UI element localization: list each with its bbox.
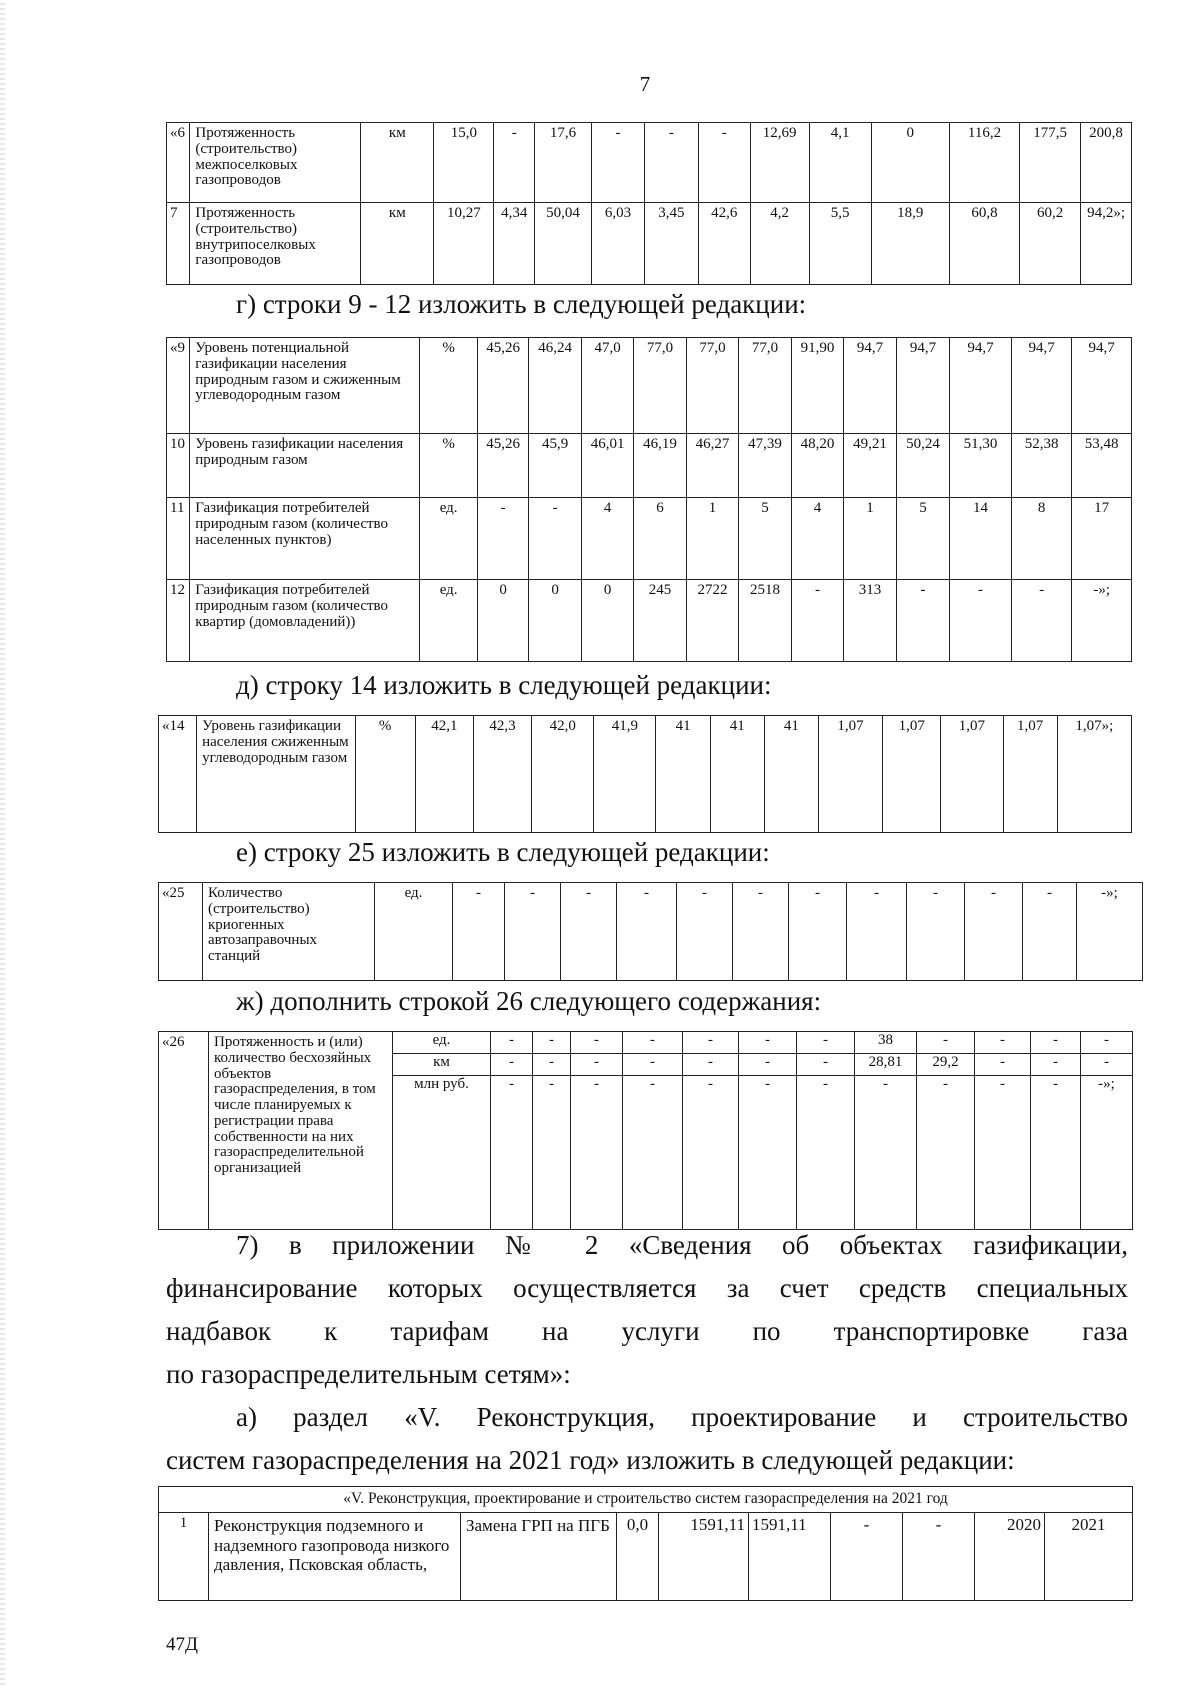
value-cell: 46,01 bbox=[581, 434, 633, 498]
value-cell: - bbox=[1031, 1032, 1081, 1054]
row-number: «9 bbox=[167, 338, 190, 434]
row-number: «26 bbox=[159, 1032, 209, 1230]
value-cell: 47,0 bbox=[581, 338, 633, 434]
value-cell: 50,04 bbox=[535, 203, 592, 285]
value-cell: - bbox=[831, 1513, 903, 1601]
table-row bbox=[167, 580, 1132, 662]
value-cell: 45,26 bbox=[477, 434, 528, 498]
value-cell: 1,07 bbox=[1003, 716, 1057, 833]
unit-cell: ед. bbox=[420, 498, 478, 580]
value-cell: 177,5 bbox=[1020, 123, 1081, 203]
value-cell: 6 bbox=[634, 498, 686, 580]
value-cell: 1,07 bbox=[883, 716, 941, 833]
scan-edge bbox=[0, 0, 5, 1686]
value-cell: - bbox=[505, 883, 561, 981]
value-cell: 10,27 bbox=[434, 203, 494, 285]
row-number: «25 bbox=[159, 883, 203, 981]
value-cell: 94,7 bbox=[950, 338, 1012, 434]
value-cell: - bbox=[683, 1032, 739, 1054]
value-cell: 1 bbox=[686, 498, 738, 580]
value-cell: - bbox=[739, 1054, 797, 1076]
value-cell: - bbox=[733, 883, 789, 981]
row-number: «6 bbox=[167, 123, 190, 203]
value-cell: 4 bbox=[791, 498, 843, 580]
value-cell: 0,0 bbox=[617, 1513, 659, 1601]
unit-cell: км bbox=[361, 203, 434, 285]
value-cell: - bbox=[975, 1054, 1031, 1076]
value-cell: - bbox=[683, 1054, 739, 1076]
value-cell: - bbox=[855, 1076, 917, 1230]
value-cell: - bbox=[789, 883, 847, 981]
value-cell: 1,07 bbox=[818, 716, 882, 833]
indicator-name: Газификация потребителей природным газом (количество населенных пунктов) bbox=[190, 498, 420, 580]
row-number: 7 bbox=[167, 203, 190, 285]
value-cell: 29,2 bbox=[917, 1054, 975, 1076]
value-cell: 0 bbox=[581, 580, 633, 662]
row-number: 1 bbox=[159, 1513, 209, 1601]
value-cell: 46,24 bbox=[529, 338, 581, 434]
value-cell: 1,07»; bbox=[1057, 716, 1131, 833]
paragraph-7 bbox=[166, 1224, 1128, 1396]
indicator-name: Уровень потенциальной газификации населения природным газом и сжиженным углеводородным газом bbox=[190, 338, 420, 434]
value-cell: 47,39 bbox=[739, 434, 791, 498]
paragraph-7-line-1: 7) в приложении № 2 «Сведения об объектах газификации, bbox=[236, 1230, 1128, 1260]
value-cell: 41,9 bbox=[594, 716, 656, 833]
value-cell: 6,03 bbox=[592, 203, 645, 285]
value-cell: - bbox=[975, 1076, 1031, 1230]
value-cell: - bbox=[453, 883, 505, 981]
table-row-25 bbox=[158, 882, 1143, 981]
value-cell: 51,30 bbox=[950, 434, 1012, 498]
value-cell: - bbox=[907, 883, 965, 981]
value-cell: - bbox=[797, 1054, 855, 1076]
value-cell: 17 bbox=[1072, 498, 1132, 580]
value-cell: - bbox=[571, 1054, 623, 1076]
value-cell: 2722 bbox=[686, 580, 738, 662]
value-cell: - bbox=[917, 1076, 975, 1230]
value-cell: 200,8 bbox=[1081, 123, 1132, 203]
value-cell: - bbox=[529, 498, 581, 580]
value-cell: - bbox=[975, 1032, 1031, 1054]
table-row bbox=[167, 434, 1132, 498]
value-cell: - bbox=[617, 883, 677, 981]
value-cell: 42,1 bbox=[415, 716, 473, 833]
value-cell: - bbox=[1031, 1076, 1081, 1230]
value-cell: 46,19 bbox=[634, 434, 686, 498]
table-row bbox=[167, 203, 1132, 285]
value-cell: 0 bbox=[529, 580, 581, 662]
unit-cell: ед. bbox=[420, 580, 478, 662]
value-cell: 46,27 bbox=[686, 434, 738, 498]
table-row-14 bbox=[158, 715, 1132, 833]
table-section-v bbox=[158, 1486, 1133, 1601]
unit-cell: % bbox=[420, 338, 478, 434]
value-cell: - bbox=[903, 1513, 975, 1601]
value-cell: 28,81 bbox=[855, 1054, 917, 1076]
value-cell: 42,6 bbox=[698, 203, 750, 285]
footer-code: 47Д bbox=[166, 1634, 198, 1655]
indicator-name: Уровень газификации населения сжиженным углеводородным газом bbox=[197, 716, 355, 833]
unit-cell: млн руб. bbox=[393, 1076, 491, 1230]
value-cell: - bbox=[623, 1076, 683, 1230]
value-cell: 1591,11 bbox=[659, 1513, 749, 1601]
value-cell: 116,2 bbox=[949, 123, 1019, 203]
value-cell: - bbox=[592, 123, 645, 203]
value-cell: - bbox=[491, 1076, 533, 1230]
paragraph-7-line-4: по газораспределительным сетям»: bbox=[166, 1359, 571, 1389]
value-cell: 45,26 bbox=[477, 338, 528, 434]
value-cell: 48,20 bbox=[791, 434, 843, 498]
value-cell: - bbox=[896, 580, 949, 662]
value-cell: - bbox=[533, 1076, 571, 1230]
indicator-name: Протяженность (строительство) межпоселковых газопроводов bbox=[190, 123, 361, 203]
heading-zh: ж) дополнить строкой 26 следующего содержания: bbox=[236, 986, 822, 1016]
value-cell: - bbox=[739, 1076, 797, 1230]
unit-cell: % bbox=[420, 434, 478, 498]
value-cell: 5 bbox=[739, 498, 791, 580]
row-number: «14 bbox=[159, 716, 197, 833]
row-number: 10 bbox=[167, 434, 190, 498]
value-cell: 77,0 bbox=[739, 338, 791, 434]
unit-cell: ед. bbox=[375, 883, 453, 981]
value-cell: 1,07 bbox=[941, 716, 1003, 833]
value-cell: - bbox=[847, 883, 907, 981]
value-cell: 53,48 bbox=[1072, 434, 1132, 498]
value-cell: 1 bbox=[844, 498, 896, 580]
value-cell: 18,9 bbox=[871, 203, 949, 285]
value-cell: - bbox=[491, 1032, 533, 1054]
value-cell: - bbox=[533, 1054, 571, 1076]
value-cell: 52,38 bbox=[1011, 434, 1072, 498]
table-row bbox=[159, 716, 1132, 833]
value-cell: - bbox=[965, 883, 1023, 981]
value-cell: 5 bbox=[896, 498, 949, 580]
value-cell: - bbox=[623, 1032, 683, 1054]
value-cell: 94,7 bbox=[1011, 338, 1072, 434]
value-cell: - bbox=[491, 1054, 533, 1076]
value-cell: 77,0 bbox=[634, 338, 686, 434]
unit-cell: км bbox=[393, 1054, 491, 1076]
value-cell: - bbox=[1011, 580, 1072, 662]
value-cell: 0 bbox=[477, 580, 528, 662]
table-row bbox=[167, 123, 1132, 203]
value-cell: 91,90 bbox=[791, 338, 843, 434]
value-cell: - bbox=[1081, 1054, 1133, 1076]
value-cell: 17,6 bbox=[535, 123, 592, 203]
indicator-name: Газификация потребителей природным газом (количество квартир (домовладений)) bbox=[190, 580, 420, 662]
value-cell: 4,1 bbox=[809, 123, 871, 203]
heading-g: г) строки 9 - 12 изложить в следующей редакции: bbox=[236, 289, 807, 319]
heading-d: д) строку 14 изложить в следующей редакции: bbox=[236, 670, 772, 700]
table-row bbox=[159, 883, 1143, 981]
value-cell: - bbox=[683, 1076, 739, 1230]
work-type: Замена ГРП на ПГБ bbox=[461, 1513, 617, 1601]
value-cell: 14 bbox=[950, 498, 1012, 580]
value-cell: - bbox=[698, 123, 750, 203]
paragraph-a-line-2: систем газораспределения на 2021 год» изложить в следующей редакции: bbox=[166, 1445, 1015, 1475]
unit-cell: % bbox=[355, 716, 415, 833]
value-cell: -»; bbox=[1072, 580, 1132, 662]
value-cell: - bbox=[1081, 1032, 1133, 1054]
value-cell: 94,7 bbox=[896, 338, 949, 434]
value-cell: 313 bbox=[844, 580, 896, 662]
value-cell: 0 bbox=[871, 123, 949, 203]
table-row bbox=[167, 338, 1132, 434]
value-cell: 41 bbox=[710, 716, 764, 833]
value-cell: 4,34 bbox=[494, 203, 535, 285]
start-year: 2020 bbox=[975, 1513, 1045, 1601]
object-name: Реконструкция подземного и надземного газопровода низкого давления, Псковская область, bbox=[209, 1513, 461, 1601]
value-cell: - bbox=[494, 123, 535, 203]
value-cell: 60,2 bbox=[1020, 203, 1081, 285]
value-cell: 4,2 bbox=[750, 203, 809, 285]
value-cell: - bbox=[561, 883, 617, 981]
value-cell: - bbox=[571, 1032, 623, 1054]
value-cell: 41 bbox=[656, 716, 710, 833]
value-cell: 12,69 bbox=[750, 123, 809, 203]
value-cell: 49,21 bbox=[844, 434, 896, 498]
row-number: 12 bbox=[167, 580, 190, 662]
indicator-name: Уровень газификации населения природным газом bbox=[190, 434, 420, 498]
value-cell: 94,2»; bbox=[1081, 203, 1132, 285]
value-cell: 5,5 bbox=[809, 203, 871, 285]
value-cell: 3,45 bbox=[644, 203, 698, 285]
value-cell: - bbox=[950, 580, 1012, 662]
table-rows-9-12 bbox=[166, 337, 1132, 662]
value-cell: -»; bbox=[1081, 1076, 1133, 1230]
value-cell: 50,24 bbox=[896, 434, 949, 498]
value-cell: - bbox=[623, 1054, 683, 1076]
value-cell: 94,7 bbox=[844, 338, 896, 434]
unit-cell: ед. bbox=[393, 1032, 491, 1054]
indicator-name: Протяженность и (или) количество бесхозяйных объектов газораспределения, в том числе планируемых к регистрации права собственности на них газораспределительной организацией bbox=[209, 1032, 393, 1230]
value-cell: - bbox=[917, 1032, 975, 1054]
paragraph-a bbox=[166, 1396, 1128, 1482]
value-cell: 42,0 bbox=[532, 716, 594, 833]
value-cell: 42,3 bbox=[473, 716, 531, 833]
value-cell: 8 bbox=[1011, 498, 1072, 580]
table-row bbox=[159, 1032, 1133, 1054]
value-cell: - bbox=[797, 1032, 855, 1054]
table-rows-6-7 bbox=[166, 122, 1132, 285]
table-row-26 bbox=[158, 1031, 1133, 1230]
indicator-name: Количество (строительство) криогенных автозаправочных станций bbox=[203, 883, 375, 981]
section-title: «V. Реконструкция, проектирование и строительство систем газораспределения на 2021 год bbox=[159, 1487, 1133, 1513]
value-cell: - bbox=[1023, 883, 1077, 981]
paragraph-7-line-3: надбавок к тарифам на услуги по транспортировке газа bbox=[166, 1316, 1128, 1346]
value-cell: 1591,11 bbox=[749, 1513, 831, 1601]
paragraph-7-line-2: финансирование которых осуществляется за счет средств специальных bbox=[166, 1273, 1128, 1303]
table-row bbox=[167, 498, 1132, 580]
value-cell: - bbox=[571, 1076, 623, 1230]
value-cell: 41 bbox=[764, 716, 818, 833]
value-cell: - bbox=[677, 883, 733, 981]
value-cell: - bbox=[739, 1032, 797, 1054]
value-cell: - bbox=[1031, 1054, 1081, 1076]
value-cell: 38 bbox=[855, 1032, 917, 1054]
indicator-name: Протяженность (строительство) внутрипоселковых газопроводов bbox=[190, 203, 361, 285]
value-cell: - bbox=[477, 498, 528, 580]
value-cell: 94,7 bbox=[1072, 338, 1132, 434]
unit-cell: км bbox=[361, 123, 434, 203]
value-cell: 245 bbox=[634, 580, 686, 662]
value-cell: 4 bbox=[581, 498, 633, 580]
end-year: 2021 bbox=[1045, 1513, 1133, 1601]
value-cell: 2518 bbox=[739, 580, 791, 662]
heading-e: е) строку 25 изложить в следующей редакции: bbox=[236, 837, 770, 867]
value-cell: -»; bbox=[1077, 883, 1143, 981]
value-cell: - bbox=[533, 1032, 571, 1054]
value-cell: 45,9 bbox=[529, 434, 581, 498]
value-cell: - bbox=[791, 580, 843, 662]
row-number: 11 bbox=[167, 498, 190, 580]
paragraph-a-line-1: а) раздел «V. Реконструкция, проектирование и строительство bbox=[236, 1402, 1128, 1432]
page-number: 7 bbox=[639, 72, 651, 96]
value-cell: 60,8 bbox=[949, 203, 1019, 285]
value-cell: - bbox=[644, 123, 698, 203]
value-cell: 15,0 bbox=[434, 123, 494, 203]
value-cell: - bbox=[797, 1076, 855, 1230]
value-cell: 77,0 bbox=[686, 338, 738, 434]
